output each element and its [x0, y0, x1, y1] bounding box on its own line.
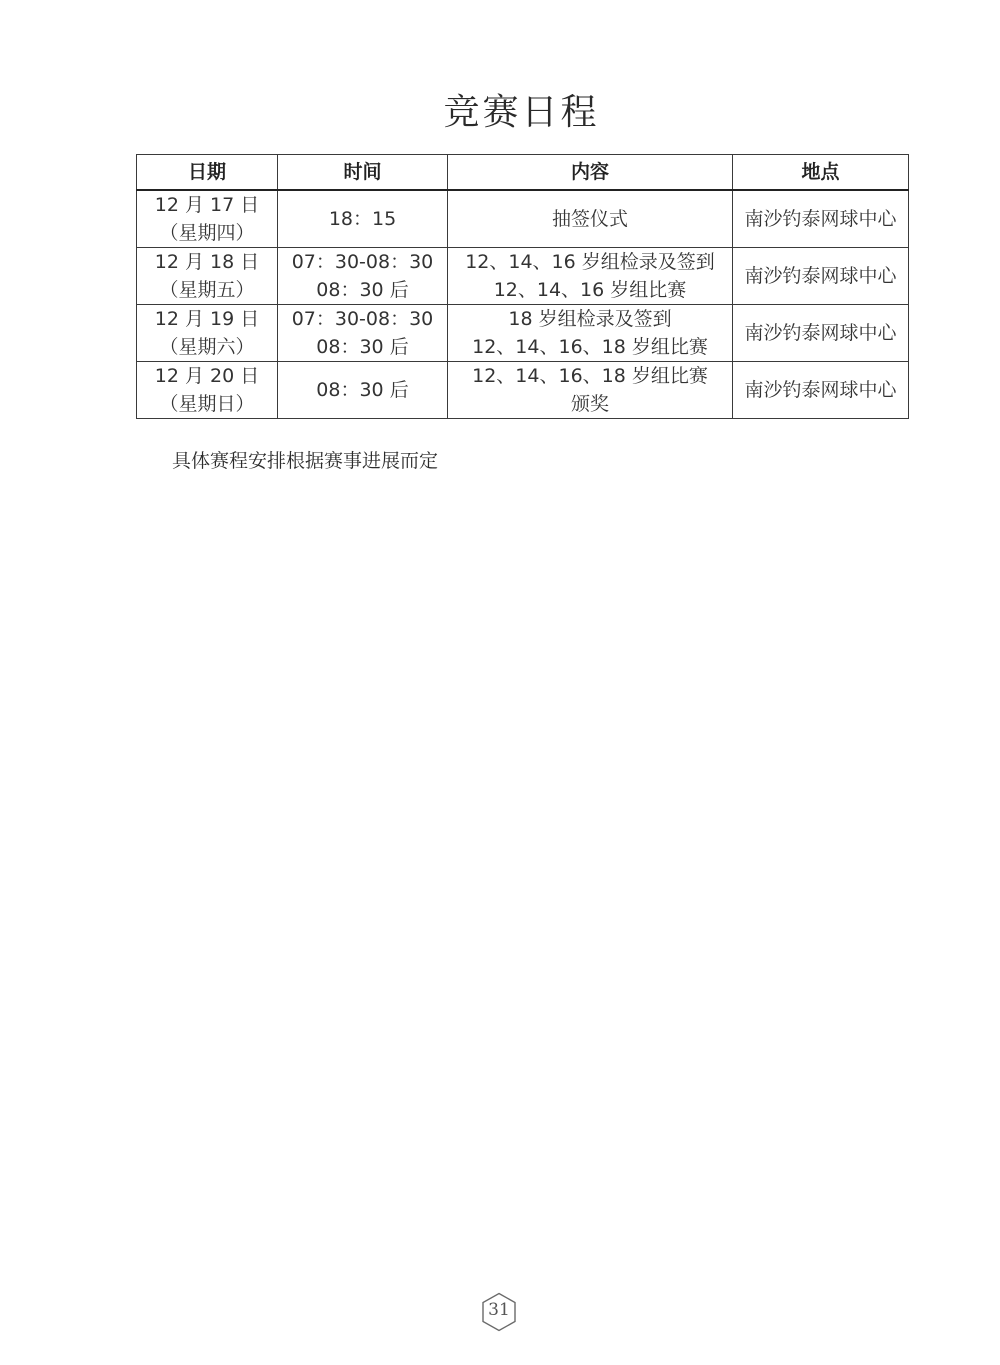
- content-text: 12、14、16 岁组比赛: [493, 279, 687, 301]
- content-text: 12、14、16、18 岁组比赛: [472, 336, 708, 358]
- time-cell: [278, 190, 448, 248]
- table-row: [137, 190, 909, 248]
- content-text: 18 岁组检录及签到: [508, 308, 672, 330]
- date-text: 12 月 20 日: [154, 365, 260, 387]
- page-number-badge: [481, 1292, 517, 1332]
- time-text: 07：30-08：30: [291, 251, 434, 273]
- content-text: 颁奖: [570, 393, 609, 415]
- location-cell: 南沙钓泰网球中心: [733, 362, 909, 419]
- time-cell: [278, 248, 448, 305]
- date-text: 12 月 17 日: [154, 194, 260, 216]
- table-header-row: [137, 155, 909, 191]
- page-title: 竞赛日程: [443, 92, 600, 133]
- location-cell: 南沙钓泰网球中心: [733, 305, 909, 362]
- date-cell: [137, 362, 278, 419]
- location-cell: 南沙钓泰网球中心: [733, 248, 909, 305]
- schedule-table: [136, 154, 909, 419]
- content-cell: [448, 362, 733, 419]
- content-text: 抽签仪式: [551, 208, 628, 230]
- time-text: 08：30 后: [316, 279, 409, 301]
- date-text: 12 月 18 日: [154, 251, 260, 273]
- header-time: 时间: [278, 155, 448, 191]
- content-cell: [448, 248, 733, 305]
- time-text: 18：15: [328, 208, 397, 230]
- table-row: [137, 305, 909, 362]
- weekday-text: （星期日）: [159, 393, 255, 415]
- page-number: 31: [488, 1300, 510, 1320]
- time-cell: [278, 305, 448, 362]
- time-text: 08：30 后: [316, 336, 409, 358]
- weekday-text: （星期五）: [159, 279, 255, 301]
- header-location: 地点: [733, 155, 909, 191]
- weekday-text: （星期六）: [159, 336, 255, 358]
- weekday-text: （星期四）: [159, 222, 255, 244]
- content-cell: [448, 305, 733, 362]
- date-cell: [137, 305, 278, 362]
- date-text: 12 月 19 日: [154, 308, 260, 330]
- time-text: 07：30-08：30: [291, 308, 434, 330]
- content-text: 12、14、16 岁组检录及签到: [465, 251, 715, 273]
- date-cell: [137, 248, 278, 305]
- schedule-note: 具体赛程安排根据赛事进展而定: [172, 450, 439, 472]
- time-cell: [278, 362, 448, 419]
- content-cell: [448, 190, 733, 248]
- table-row: [137, 362, 909, 419]
- table-row: [137, 248, 909, 305]
- time-text: 08：30 后: [316, 379, 409, 401]
- date-cell: [137, 190, 278, 248]
- content-text: 12、14、16、18 岁组比赛: [472, 365, 708, 387]
- header-content: 内容: [448, 155, 733, 191]
- header-date: 日期: [137, 155, 278, 191]
- location-cell: 南沙钓泰网球中心: [733, 190, 909, 248]
